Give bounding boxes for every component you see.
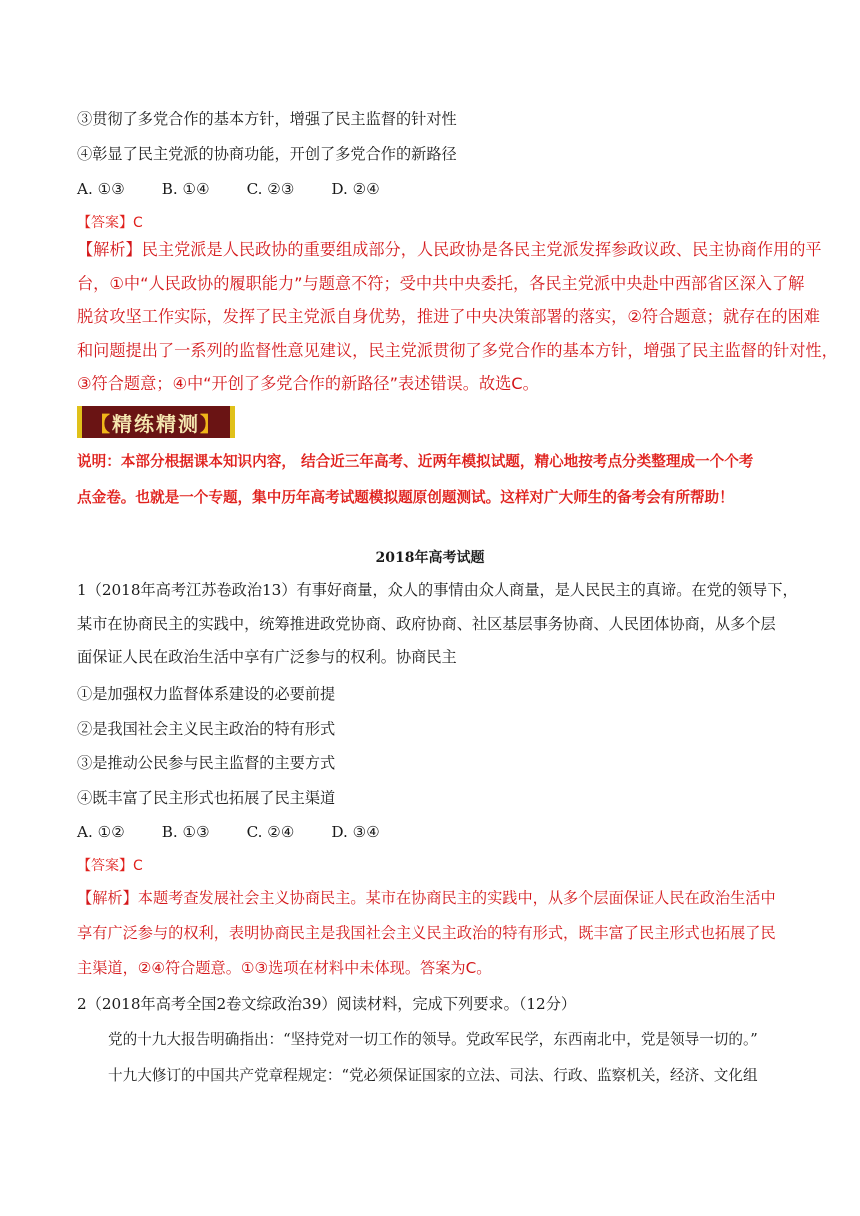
section-banner [77, 406, 235, 438]
explanation-line: 脱贫攻坚工作实际，发挥了民主党派自身优势，推进了中央决策部署的落实，②符合题意；就存在的困难 [77, 307, 820, 326]
q2-header: 2（2018年高考全国2卷文综政治39）阅读材料，完成下列要求。（12分） [77, 995, 577, 1013]
q2-material-paragraph: 十九大修订的中国共产党章程规定：“党必须保证国家的立法、司法、行政、监察机关，经济、文化组 [108, 1067, 758, 1084]
note-line: 说明：本部分根据课本知识内容， 结合近三年高考、近两年模拟试题，精心地按考点分类整理成一个个考 [77, 453, 754, 470]
q1-option: ④既丰富了民主形式也拓展了民主渠道 [77, 789, 336, 807]
q1-stem-line: 面保证人民在政治生活中享有广泛参与的权利。协商民主 [77, 648, 457, 666]
banner-bracket-left: 【 [90, 411, 112, 436]
q1-option: ②是我国社会主义民主政治的特有形式 [77, 720, 336, 738]
note-line: 点金卷。也就是一个专题，集中历年高考试题模拟题原创题测试。这样对广大师生的备考会有所帮助！ [77, 489, 734, 506]
choice-a: A. ①③ [77, 180, 125, 198]
explanation-line: 和问题提出了一系列的监督性意见建议，民主党派贯彻了多党合作的基本方针，增强了民主监督的针对性， [77, 341, 838, 360]
choice-c: C. ②③ [246, 180, 295, 198]
q2-material-paragraph: 党的十九大报告明确指出：“坚持党对一切工作的领导。党政军民学，东西南北中，党是领导一切的。” [108, 1031, 758, 1048]
choices-row [77, 179, 412, 199]
q1-stem-line: 某市在协商民主的实践中，统筹推进政党协商、政府协商、社区基层事务协商、人民团体协商，从多个层 [77, 615, 776, 633]
q1-option: ③是推动公民参与民主监督的主要方式 [77, 754, 336, 772]
explanation-line: 【解析】民主党派是人民政协的重要组成部分，人民政协是各民主党派发挥参政议政、民主协商作用的平 [77, 240, 822, 259]
option-3: ③贯彻了多党合作的基本方针，增强了民主监督的针对性 [77, 110, 457, 128]
choice-b: B. ①④ [161, 180, 210, 198]
choice-d: D. ②④ [331, 180, 380, 198]
q1-stem-line: 1（2018年高考江苏卷政治13）有事好商量，众人的事情由众人商量，是人民民主的真谛。在党的领导下， [77, 581, 798, 599]
choice-b: B. ①③ [161, 823, 210, 841]
option-4: ④彰显了民主党派的协商功能，开创了多党合作的新路径 [77, 145, 457, 163]
choice-d: D. ③④ [331, 823, 380, 841]
explanation-line: 台，①中“人民政协的履职能力”与题意不符；受中共中央委托，各民主党派中央赴中西部省区深入了解 [77, 274, 805, 293]
choice-c: C. ②④ [246, 823, 295, 841]
q1-explanation-line: 主渠道，②④符合题意。①③选项在材料中未体现。答案为C。 [77, 959, 492, 977]
banner-title: 精练精测 [112, 411, 200, 436]
q1-explanation-line: 享有广泛参与的权利，表明协商民主是我国社会主义民主政治的特有形式，既丰富了民主形式也拓展了民 [77, 924, 776, 942]
q1-explanation-line: 【解析】本题考查发展社会主义协商民主。某市在协商民主的实践中，从多个层面保证人民在政治生活中 [77, 889, 776, 907]
q1-option: ①是加强权力监督体系建设的必要前提 [77, 685, 336, 703]
choice-a: A. ①② [77, 823, 125, 841]
section-title: 2018年高考试题 [375, 550, 485, 566]
explanation-line: ③符合题意；④中“开创了多党合作的新路径”表述错误。故选C。 [77, 374, 539, 393]
q1-answer-label: 【答案】C [77, 858, 143, 874]
answer-label: 【答案】C [77, 215, 143, 231]
banner-bracket-right: 】 [200, 411, 222, 436]
q1-choices-row [77, 822, 412, 842]
